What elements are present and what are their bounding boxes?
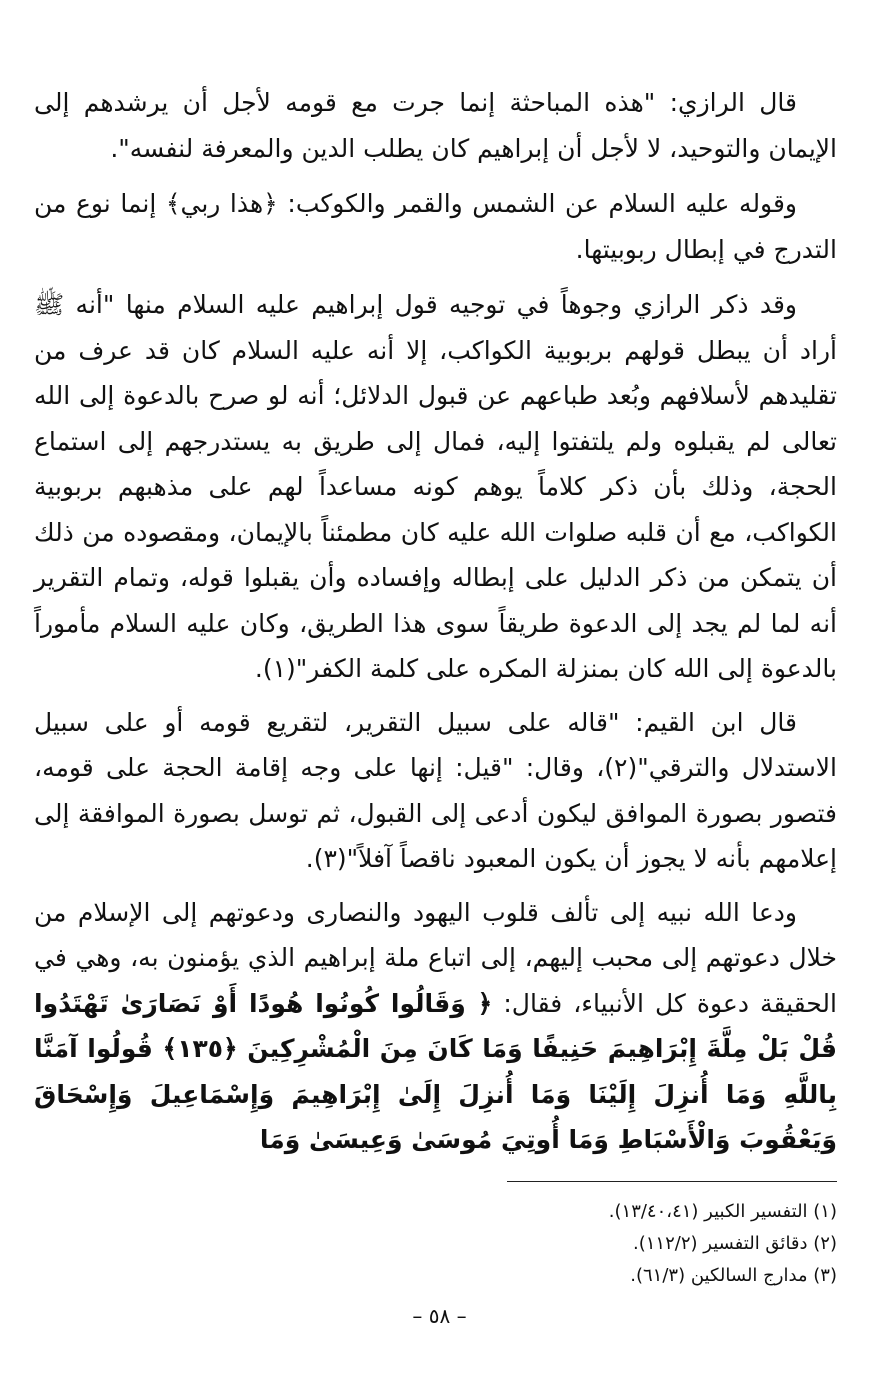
footnotes (34, 1196, 837, 1292)
paragraph-razi-reasons: وقد ذكر الرازي وجوهاً في توجيه قول إبراهيم عليه السلام منها "أنه ﷺ أراد أن يبطل قولهم بربوبية الكواكب، إلا أنه عليه السلام كان قد عرف من تقليدهم لأسلافهم وبُعد طباعهم عن قبول الدلائل؛ أنه لو صرح بالدعوة إلى الله تعالى لم يقبلوه ولم يلتفتوا إليه، فمال إلى طريق به يستدرجهم إلى استماع الحجة، وذلك بأن ذكر كلاماً يوهم كونه مساعداً لهم على مذهبهم بربوبية الكواكب، مع أن قلبه صلوات الله عليه كان مطمئناً بالإيمان، ومقصوده من ذلك أن يتمكن من ذكر الدليل على إبطاله وإفساده وأن يقبلوا قوله، وتمام التقرير أنه لما لم يجد إلى الدعوة طريقاً سوى هذا الطريق، وكان عليه السلام مأموراً بالدعوة إلى الله كان بمنزلة المكره على كلمة الكفر"(١). (34, 290, 837, 683)
footnote-2: (٢) دقائق التفسير (١١٢/٢). (633, 1232, 837, 1254)
paragraph-stars-gradation: وقوله عليه السلام عن الشمس والقمر والكوكب: ﴿هذا ربي﴾ إنما نوع من التدرج في إبطال ربوبيتها. (34, 189, 837, 264)
page-number: – ٥٨ – (412, 1304, 467, 1328)
paragraph-call-to-islam (34, 890, 837, 1163)
footnote-1: (١) التفسير الكبير (١٣/٤٠،٤١). (608, 1200, 837, 1222)
quran-verse: ﴿ وَقَالُوا كُونُوا هُودًا أَوْ نَصَارَىٰ تَهْتَدُوا قُلْ بَلْ مِلَّةَ إِبْرَاهِيمَ حَنِيفًا وَمَا كَانَ مِنَ الْمُشْرِكِينَ ﴿١٣٥﴾ قُولُوا آمَنَّا بِاللَّهِ وَمَا أُنزِلَ إِلَيْنَا وَمَا أُنزِلَ إِلَىٰ إِبْرَاهِيمَ وَإِسْمَاعِيلَ وَإِسْحَاقَ وَيَعْقُوبَ وَالْأَسْبَاطِ وَمَا أُوتِيَ مُوسَىٰ وَعِيسَىٰ وَمَا (34, 988, 838, 1154)
body-text (34, 80, 837, 1163)
paragraph-call-text: ودعا الله نبيه إلى تألف قلوب اليهود والنصارى ودعوتهم إلى الإسلام من خلال دعوتهم إلى محبب إليهم، إلى اتباع ملة إبراهيم الذي يؤمنون به، وهي في الحقيقة دعوة كل الأنبياء، فقال: (34, 897, 837, 1018)
footnote-3: (٣) مدارج السالكين (٦١/٣). (630, 1264, 837, 1286)
paragraph-razi-quote: قال الرازي: "هذه المباحثة إنما جرت مع قومه لأجل أن يرشدهم إلى الإيمان والتوحيد، لا لأجل أن إبراهيم كان يطلب الدين والمعرفة لنفسه". (34, 88, 837, 163)
footnote-divider (507, 1181, 837, 1182)
paragraph-ibn-qayyim: قال ابن القيم: "قاله على سبيل التقرير، لتقريع قومه أو على سبيل الاستدلال والترقي"(٢)، وقال: "قيل: إنها على وجه إقامة الحجة على قومه، فتصور بصورة الموافق ليكون أدعى إلى القبول، ثم توسل بصورة الموافقة إلى إعلامهم بأنه لا يجوز أن يكون المعبود ناقصاً آفلاً"(٣). (34, 707, 837, 873)
